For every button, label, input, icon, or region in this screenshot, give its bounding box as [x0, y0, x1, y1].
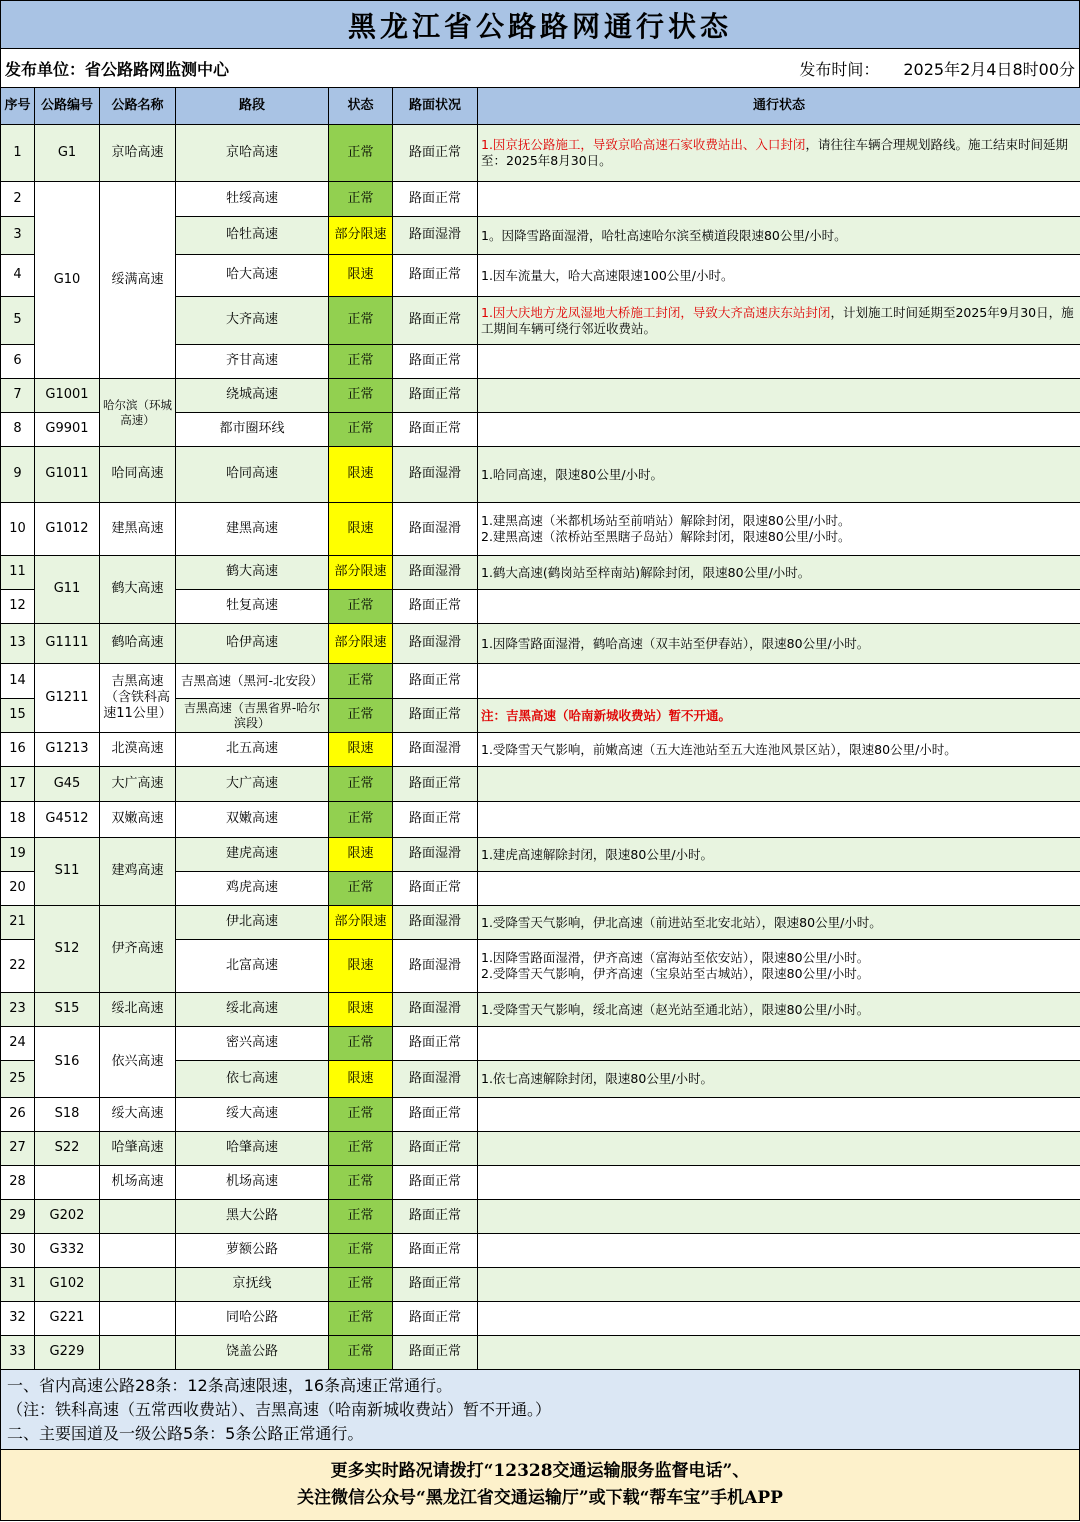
- cell-surface: 路面湿滑: [393, 217, 478, 255]
- cell-notes: [478, 1234, 1080, 1268]
- cell-status: 限速: [329, 838, 393, 872]
- cell-section: 牡绥高速: [176, 182, 329, 217]
- cell-notes: [478, 379, 1080, 413]
- cell-code: G4512: [35, 802, 100, 838]
- cell-code: G10: [35, 182, 100, 379]
- cell-surface: 路面湿滑: [393, 1061, 478, 1098]
- cell-code: G1012: [35, 503, 100, 556]
- cell-notes: [478, 125, 1080, 182]
- cell-status: 限速: [329, 733, 393, 767]
- cell-section: 绕城高速: [176, 379, 329, 413]
- cell-surface: 路面正常: [393, 1234, 478, 1268]
- cell-notes: 1.受降雪天气影响，绥北高速（赵光站至通北站），限速80公里/小时。: [478, 993, 1080, 1027]
- table-row: [1, 767, 1080, 802]
- cell-seq: 28: [1, 1166, 35, 1200]
- cell-surface: 路面正常: [393, 1268, 478, 1302]
- cell-name: [100, 1336, 176, 1370]
- cell-surface: 路面正常: [393, 1302, 478, 1336]
- contact-line: 更多实时路况请拨打“12328交通运输服务监督电话”、: [330, 1461, 750, 1481]
- header-seq: 序号: [1, 88, 35, 125]
- cell-notes: [478, 1027, 1080, 1061]
- cell-seq: 27: [1, 1132, 35, 1166]
- table-row: [1, 182, 1080, 217]
- table-row: [1, 556, 1080, 590]
- cell-seq: 21: [1, 906, 35, 940]
- cell-name: 依兴高速: [100, 1027, 176, 1098]
- cell-code: G202: [35, 1200, 100, 1234]
- cell-section: 鹤大高速: [176, 556, 329, 590]
- cell-surface: 路面湿滑: [393, 993, 478, 1027]
- cell-notes: [478, 802, 1080, 838]
- note-line: 1.建黑高速（米都机场站至前哨站）解除封闭，限速80公里/小时。: [481, 513, 851, 529]
- cell-code: S16: [35, 1027, 100, 1098]
- cell-notes: [478, 940, 1080, 993]
- contact-section: [0, 1450, 1080, 1521]
- cell-section: 哈伊高速: [176, 624, 329, 664]
- cell-name: [100, 1302, 176, 1336]
- cell-notes: [478, 699, 1080, 733]
- cell-seq: 20: [1, 872, 35, 906]
- cell-notes: 1.因降雪路面湿滑，鹤哈高速（双丰站至伊春站），限速80公里/小时。: [478, 624, 1080, 664]
- cell-name: 哈肇高速: [100, 1132, 176, 1166]
- cell-code: G1011: [35, 447, 100, 503]
- cell-section: 吉黑高速（黑河-北安段）: [176, 664, 329, 699]
- cell-status: 正常: [329, 1098, 393, 1132]
- note-line: 2.受降雪天气影响，伊齐高速（宝泉站至古城站），限速80公里/小时。: [481, 966, 870, 981]
- cell-notes: [478, 664, 1080, 699]
- header-name: 公路名称: [100, 88, 176, 125]
- cell-section: 建虎高速: [176, 838, 329, 872]
- cell-seq: 15: [1, 699, 35, 733]
- cell-surface: 路面正常: [393, 125, 478, 182]
- cell-status: 正常: [329, 125, 393, 182]
- cell-notes: 1.建虎高速解除封闭，限速80公里/小时。: [478, 838, 1080, 872]
- cell-status: 正常: [329, 182, 393, 217]
- table-row: [1, 1234, 1080, 1268]
- cell-section: 建黑高速: [176, 503, 329, 556]
- cell-section: 京抚线: [176, 1268, 329, 1302]
- publish-time-group: [799, 57, 1075, 80]
- cell-surface: 路面湿滑: [393, 503, 478, 556]
- cell-surface: 路面正常: [393, 1166, 478, 1200]
- summary-line: 二、主要国道及一级公路5条：5条公路正常通行。: [7, 1424, 364, 1443]
- cell-name: 机场高速: [100, 1166, 176, 1200]
- cell-seq: 19: [1, 838, 35, 872]
- header-code: 公路编号: [35, 88, 100, 125]
- cell-status: 正常: [329, 1132, 393, 1166]
- cell-notes: 1.因车流量大，哈大高速限速100公里/小时。: [478, 255, 1080, 297]
- cell-code: G332: [35, 1234, 100, 1268]
- cell-section: 哈牡高速: [176, 217, 329, 255]
- cell-status: 正常: [329, 802, 393, 838]
- cell-code: G1001: [35, 379, 100, 413]
- cell-name: 绥北高速: [100, 993, 176, 1027]
- cell-status: 正常: [329, 664, 393, 699]
- cell-section: 伊北高速: [176, 906, 329, 940]
- cell-section: 机场高速: [176, 1166, 329, 1200]
- cell-seq: 4: [1, 255, 35, 297]
- cell-surface: 路面湿滑: [393, 733, 478, 767]
- cell-status: 正常: [329, 297, 393, 345]
- cell-status: 正常: [329, 767, 393, 802]
- cell-status: 正常: [329, 872, 393, 906]
- cell-notes: [478, 503, 1080, 556]
- cell-code: S11: [35, 838, 100, 906]
- publish-time: 2025年2月4日8时00分: [903, 59, 1075, 79]
- cell-code: S18: [35, 1098, 100, 1132]
- cell-seq: 30: [1, 1234, 35, 1268]
- cell-seq: 31: [1, 1268, 35, 1302]
- cell-status: 正常: [329, 1336, 393, 1370]
- cell-name: 绥大高速: [100, 1098, 176, 1132]
- table-row: [1, 624, 1080, 664]
- cell-code: G45: [35, 767, 100, 802]
- cell-seq: 10: [1, 503, 35, 556]
- cell-status: 正常: [329, 590, 393, 624]
- cell-section: 依七高速: [176, 1061, 329, 1098]
- cell-name: 鹤哈高速: [100, 624, 176, 664]
- note-line: 1.因降雪路面湿滑，伊齐高速（富海站至依安站），限速80公里/小时。: [481, 950, 870, 966]
- cell-notes: [478, 767, 1080, 802]
- cell-section: 哈同高速: [176, 447, 329, 503]
- cell-seq: 6: [1, 345, 35, 379]
- cell-code: G229: [35, 1336, 100, 1370]
- cell-notes: [478, 872, 1080, 906]
- cell-code: S15: [35, 993, 100, 1027]
- table-row: [1, 664, 1080, 699]
- cell-section: 绥北高速: [176, 993, 329, 1027]
- cell-section: 吉黑高速（吉黑省界-哈尔滨段）: [176, 699, 329, 733]
- cell-name: 建黑高速: [100, 503, 176, 556]
- summary-section: [0, 1370, 1080, 1450]
- cell-section: 京哈高速: [176, 125, 329, 182]
- cell-code: G1211: [35, 664, 100, 733]
- cell-status: 正常: [329, 1268, 393, 1302]
- cell-seq: 11: [1, 556, 35, 590]
- cell-status: 正常: [329, 699, 393, 733]
- cell-name: 绥满高速: [100, 182, 176, 379]
- contact-line: 关注微信公众号“黑龙江省交通运输厅”或下载“帮车宝”手机APP: [297, 1488, 783, 1508]
- cell-seq: 16: [1, 733, 35, 767]
- cell-seq: 18: [1, 802, 35, 838]
- cell-surface: 路面湿滑: [393, 624, 478, 664]
- cell-notes: [478, 413, 1080, 447]
- cell-seq: 23: [1, 993, 35, 1027]
- table-row: [1, 1336, 1080, 1370]
- cell-code: G102: [35, 1268, 100, 1302]
- table-row: [1, 125, 1080, 182]
- cell-name: 伊齐高速: [100, 906, 176, 993]
- cell-notes: [478, 1302, 1080, 1336]
- cell-notes: 1。因降雪路面湿滑，哈牡高速哈尔滨至横道段限速80公里/小时。: [478, 217, 1080, 255]
- cell-code: S22: [35, 1132, 100, 1166]
- cell-surface: 路面正常: [393, 379, 478, 413]
- cell-notes: 1.依七高速解除封闭，限速80公里/小时。: [478, 1061, 1080, 1098]
- cell-name: 鹤大高速: [100, 556, 176, 624]
- cell-code: [35, 1166, 100, 1200]
- cell-section: 密兴高速: [176, 1027, 329, 1061]
- cell-notes: [478, 590, 1080, 624]
- table-row: [1, 503, 1080, 556]
- cell-seq: 5: [1, 297, 35, 345]
- cell-name: 吉黑高速（含铁科高速11公里）: [100, 664, 176, 733]
- cell-name: 建鸡高速: [100, 838, 176, 906]
- cell-status: 限速: [329, 1061, 393, 1098]
- cell-code: G9901: [35, 413, 100, 447]
- cell-surface: 路面正常: [393, 182, 478, 217]
- cell-seq: 25: [1, 1061, 35, 1098]
- cell-name: 哈同高速: [100, 447, 176, 503]
- cell-surface: 路面正常: [393, 1200, 478, 1234]
- cell-seq: 32: [1, 1302, 35, 1336]
- cell-section: 都市圈环线: [176, 413, 329, 447]
- cell-seq: 26: [1, 1098, 35, 1132]
- cell-notes: [478, 1166, 1080, 1200]
- cell-notes: [478, 1098, 1080, 1132]
- summary-line: 一、省内高速公路28条：12条高速限速，16条高速正常通行。: [7, 1376, 453, 1395]
- cell-code: S12: [35, 906, 100, 993]
- cell-seq: 14: [1, 664, 35, 699]
- cell-section: 牡复高速: [176, 590, 329, 624]
- table-row: [1, 733, 1080, 767]
- cell-status: 部分限速: [329, 906, 393, 940]
- cell-name: [100, 1268, 176, 1302]
- cell-notes: [478, 297, 1080, 345]
- cell-notes: [478, 182, 1080, 217]
- cell-seq: 29: [1, 1200, 35, 1234]
- cell-code: G221: [35, 1302, 100, 1336]
- cell-seq: 22: [1, 940, 35, 993]
- cell-surface: 路面正常: [393, 1336, 478, 1370]
- table-row: [1, 379, 1080, 413]
- cell-seq: 1: [1, 125, 35, 182]
- cell-section: 哈大高速: [176, 255, 329, 297]
- cell-code: G1213: [35, 733, 100, 767]
- cell-seq: 9: [1, 447, 35, 503]
- cell-name: [100, 1200, 176, 1234]
- cell-status: 正常: [329, 1234, 393, 1268]
- cell-surface: 路面湿滑: [393, 906, 478, 940]
- cell-section: 黑大公路: [176, 1200, 329, 1234]
- cell-status: 正常: [329, 1166, 393, 1200]
- cell-seq: 24: [1, 1027, 35, 1061]
- table-row: [1, 1027, 1080, 1061]
- cell-seq: 8: [1, 413, 35, 447]
- cell-name: 双嫩高速: [100, 802, 176, 838]
- cell-section: 饶盖公路: [176, 1336, 329, 1370]
- table-row: [1, 447, 1080, 503]
- table-row: [1, 1166, 1080, 1200]
- cell-surface: 路面湿滑: [393, 556, 478, 590]
- cell-seq: 7: [1, 379, 35, 413]
- cell-surface: 路面正常: [393, 802, 478, 838]
- cell-code: G1111: [35, 624, 100, 664]
- cell-surface: 路面正常: [393, 767, 478, 802]
- cell-notes: [478, 1268, 1080, 1302]
- publisher: 发布单位：省公路路网监测中心: [5, 59, 230, 79]
- note-text: ，计划施工时间延期至2025年9月30日，施工期间车辆可绕行邻近收费站。: [481, 304, 1074, 336]
- cell-status: 限速: [329, 993, 393, 1027]
- cell-notes: 1.哈同高速，限速80公里/小时。: [478, 447, 1080, 503]
- table-row: [1, 838, 1080, 872]
- cell-status: 限速: [329, 503, 393, 556]
- cell-status: 部分限速: [329, 556, 393, 590]
- cell-name: 京哈高速: [100, 125, 176, 182]
- cell-notes: [478, 1132, 1080, 1166]
- cell-status: 正常: [329, 1200, 393, 1234]
- page-title: 黑龙江省公路路网通行状态: [0, 0, 1080, 49]
- cell-status: 正常: [329, 413, 393, 447]
- table-row: [1, 1268, 1080, 1302]
- cell-section: 鸡虎高速: [176, 872, 329, 906]
- cell-section: 哈肇高速: [176, 1132, 329, 1166]
- table-row: [1, 1200, 1080, 1234]
- table-row: [1, 1132, 1080, 1166]
- publish-info-row: [0, 49, 1080, 87]
- cell-code: G1: [35, 125, 100, 182]
- cell-status: 正常: [329, 379, 393, 413]
- cell-status: 部分限速: [329, 217, 393, 255]
- cell-surface: 路面正常: [393, 297, 478, 345]
- cell-seq: 2: [1, 182, 35, 217]
- cell-section: 绥大高速: [176, 1098, 329, 1132]
- cell-section: 双嫩高速: [176, 802, 329, 838]
- cell-section: 同哈公路: [176, 1302, 329, 1336]
- cell-surface: 路面湿滑: [393, 838, 478, 872]
- cell-surface: 路面正常: [393, 664, 478, 699]
- cell-notes: [478, 1200, 1080, 1234]
- road-status-table: [0, 87, 1080, 1370]
- note-red: 1.因大庆地方龙凤湿地大桥施工封闭，导致大齐高速庆东站封闭: [481, 304, 831, 320]
- header-surface: 路面状况: [393, 88, 478, 125]
- cell-section: 北五高速: [176, 733, 329, 767]
- cell-status: 正常: [329, 345, 393, 379]
- note-red: 1.因京抚公路施工，导致京哈高速石家收费站出、入口封闭: [481, 137, 806, 153]
- table-row: [1, 993, 1080, 1027]
- cell-seq: 17: [1, 767, 35, 802]
- cell-surface: 路面正常: [393, 872, 478, 906]
- summary-line: （注：铁科高速（五常西收费站）、吉黑高速（哈南新城收费站）暂不开通。）: [7, 1400, 552, 1419]
- cell-surface: 路面正常: [393, 413, 478, 447]
- cell-notes: [478, 345, 1080, 379]
- cell-notes: 1.鹤大高速(鹤岗站至梓南站)解除封闭，限速80公里/小时。: [478, 556, 1080, 590]
- cell-surface: 路面正常: [393, 699, 478, 733]
- cell-surface: 路面正常: [393, 255, 478, 297]
- cell-name: 北漠高速: [100, 733, 176, 767]
- cell-surface: 路面正常: [393, 345, 478, 379]
- cell-section: 北富高速: [176, 940, 329, 993]
- cell-section: 大广高速: [176, 767, 329, 802]
- cell-seq: 13: [1, 624, 35, 664]
- cell-status: 正常: [329, 1027, 393, 1061]
- cell-surface: 路面正常: [393, 590, 478, 624]
- note-text: ，请往往车辆合理规划路线。施工结束时间延期至：2025年8月30日。: [481, 137, 1068, 168]
- cell-notes: [478, 1336, 1080, 1370]
- cell-status: 限速: [329, 255, 393, 297]
- header-section: 路段: [176, 88, 329, 125]
- cell-surface: 路面湿滑: [393, 940, 478, 993]
- header-traffic: 通行状态: [478, 88, 1080, 125]
- cell-status: 限速: [329, 447, 393, 503]
- cell-surface: 路面湿滑: [393, 447, 478, 503]
- cell-seq: 12: [1, 590, 35, 624]
- note-line: 2.建黑高速（浓桥站至黑瞎子岛站）解除封闭，限速80公里/小时。: [481, 529, 851, 544]
- cell-section: 萝额公路: [176, 1234, 329, 1268]
- cell-seq: 33: [1, 1336, 35, 1370]
- cell-section: 大齐高速: [176, 297, 329, 345]
- cell-code: G11: [35, 556, 100, 624]
- table-row: [1, 1098, 1080, 1132]
- publish-time-label: 发布时间：: [799, 59, 880, 79]
- table-row: [1, 1302, 1080, 1336]
- cell-seq: 3: [1, 217, 35, 255]
- cell-status: 部分限速: [329, 624, 393, 664]
- cell-name: 大广高速: [100, 767, 176, 802]
- cell-surface: 路面正常: [393, 1027, 478, 1061]
- cell-section: 齐甘高速: [176, 345, 329, 379]
- header-status: 状态: [329, 88, 393, 125]
- cell-name: [100, 1234, 176, 1268]
- cell-surface: 路面正常: [393, 1098, 478, 1132]
- cell-name: 哈尔滨（环城高速）: [100, 379, 176, 447]
- cell-notes: 1.受降雪天气影响，伊北高速（前进站至北安北站），限速80公里/小时。: [478, 906, 1080, 940]
- cell-status: 正常: [329, 1302, 393, 1336]
- table-row: [1, 906, 1080, 940]
- cell-surface: 路面正常: [393, 1132, 478, 1166]
- table-row: [1, 802, 1080, 838]
- cell-status: 限速: [329, 940, 393, 993]
- cell-notes: 1.受降雪天气影响，前嫩高速（五大连池站至五大连池风景区站），限速80公里/小时。: [478, 733, 1080, 767]
- note-red: 注：吉黑高速（哈南新城收费站）暂不开通。: [481, 707, 732, 723]
